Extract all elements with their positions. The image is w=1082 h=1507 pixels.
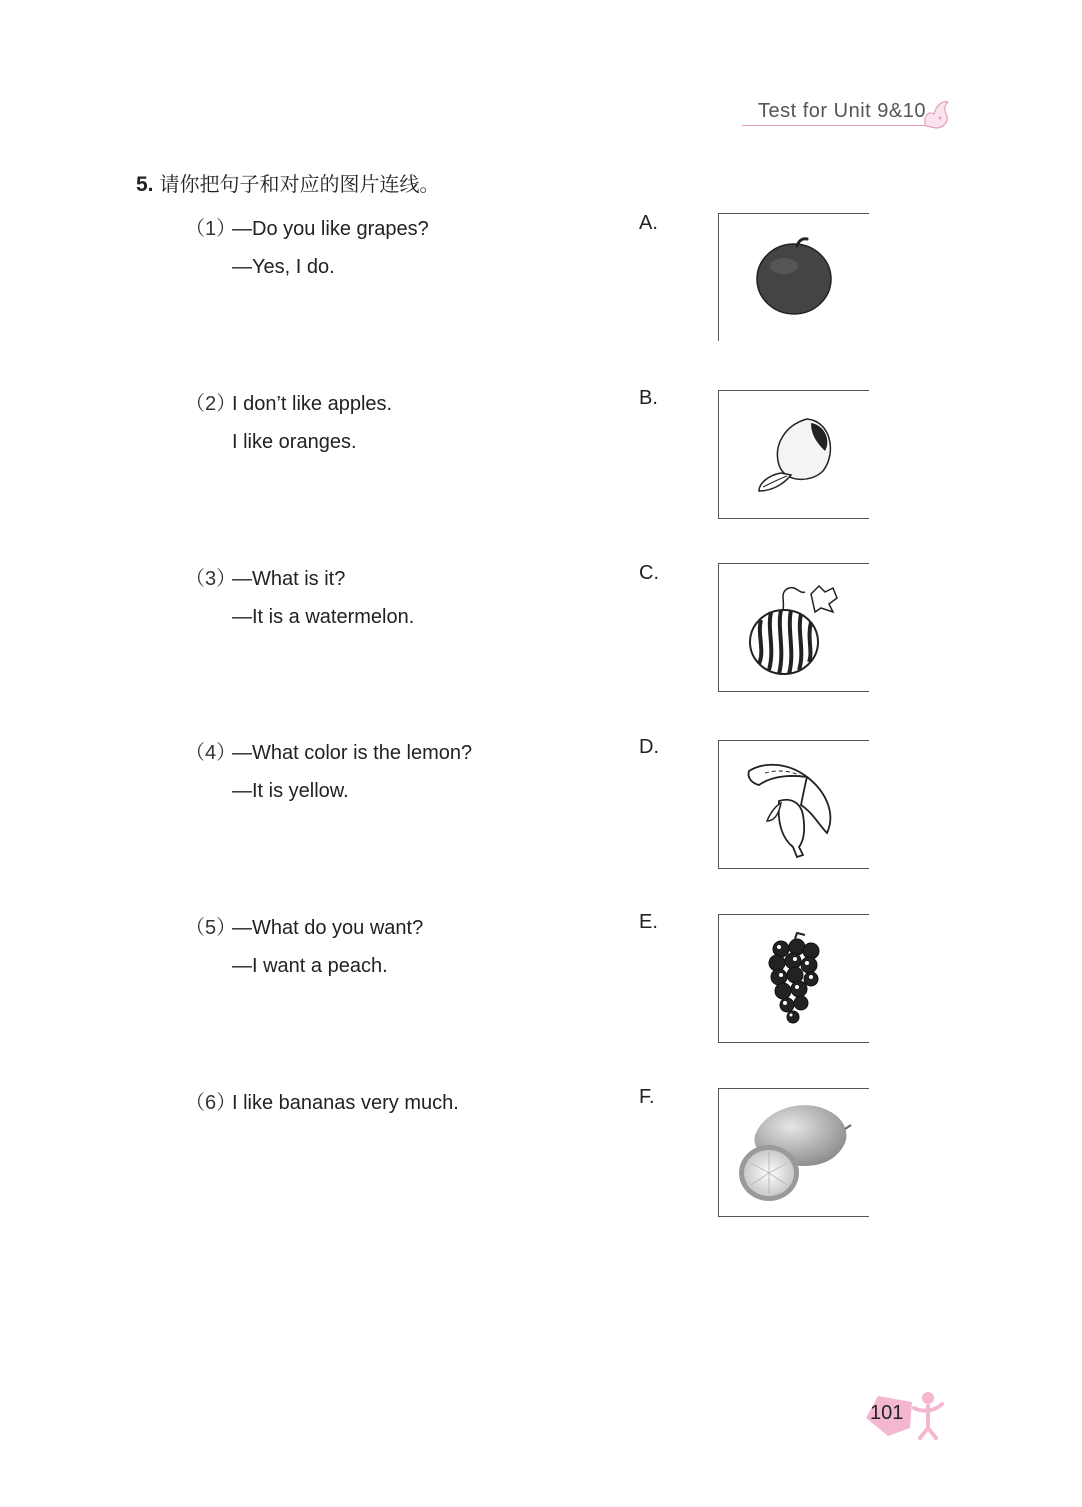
option-f-letter: F. xyxy=(639,1086,655,1108)
sentence-1-text1: —Do you like grapes? xyxy=(232,218,429,240)
sentence-3-text1: —What is it? xyxy=(232,568,346,590)
sentence-3-line1 xyxy=(185,562,345,591)
option-a-picture[interactable] xyxy=(718,213,869,341)
sentence-1-line2: —Yes, I do. xyxy=(232,256,335,278)
sentence-2-text1: I don’t like apples. xyxy=(232,393,393,415)
option-e-letter: E. xyxy=(639,911,658,933)
sentence-5-text1: —What do you want? xyxy=(232,917,424,939)
page-number: 101 xyxy=(870,1402,904,1424)
banana-icon xyxy=(719,741,869,868)
bunny-decoration-icon xyxy=(920,96,952,132)
sentence-3-number: （3） xyxy=(185,568,237,590)
orange-icon xyxy=(719,214,869,341)
page-number-badge xyxy=(860,1388,950,1444)
option-b-picture[interactable] xyxy=(718,390,869,519)
option-b-letter: B. xyxy=(639,387,658,409)
sentence-6-text1: I like bananas very much. xyxy=(232,1092,459,1114)
question-instruction: 请你把句子和对应的图片连线。 xyxy=(159,174,440,196)
header-title: Test for Unit 9&10 xyxy=(758,100,926,122)
sentence-1-number: （1） xyxy=(185,218,237,240)
sentence-4-line2: —It is yellow. xyxy=(232,780,349,802)
sentence-3-line2: —It is a watermelon. xyxy=(232,606,415,628)
sentence-6-number: （6） xyxy=(185,1092,237,1114)
header-underline xyxy=(742,125,932,126)
sentence-4-number: （4） xyxy=(185,742,237,764)
option-f-picture[interactable] xyxy=(718,1088,869,1217)
page-header xyxy=(742,96,952,132)
grapes-icon xyxy=(719,915,869,1042)
sentence-2-line1 xyxy=(185,387,392,416)
sentence-2-line2: I like oranges. xyxy=(232,431,357,453)
option-a-letter: A. xyxy=(639,212,658,234)
option-d-picture[interactable] xyxy=(718,740,869,869)
sentence-6-line1 xyxy=(185,1086,459,1115)
sentence-5-line1 xyxy=(185,911,423,940)
option-d-letter: D. xyxy=(639,736,659,758)
question-number: 5. xyxy=(136,173,154,196)
option-e-picture[interactable] xyxy=(718,914,869,1043)
peach-icon xyxy=(719,391,869,518)
sentence-4-line1 xyxy=(185,736,472,765)
sentence-1-line1 xyxy=(185,212,429,241)
option-c-letter: C. xyxy=(639,562,659,584)
sentence-5-number: （5） xyxy=(185,917,237,939)
option-c-picture[interactable] xyxy=(718,563,869,692)
question-title xyxy=(136,168,440,197)
watermelon-icon xyxy=(719,564,869,691)
sentence-5-line2: —I want a peach. xyxy=(232,955,388,977)
sentence-4-text1: —What color is the lemon? xyxy=(232,742,473,764)
sentence-2-number: （2） xyxy=(185,393,237,415)
lemon-icon xyxy=(719,1089,869,1216)
